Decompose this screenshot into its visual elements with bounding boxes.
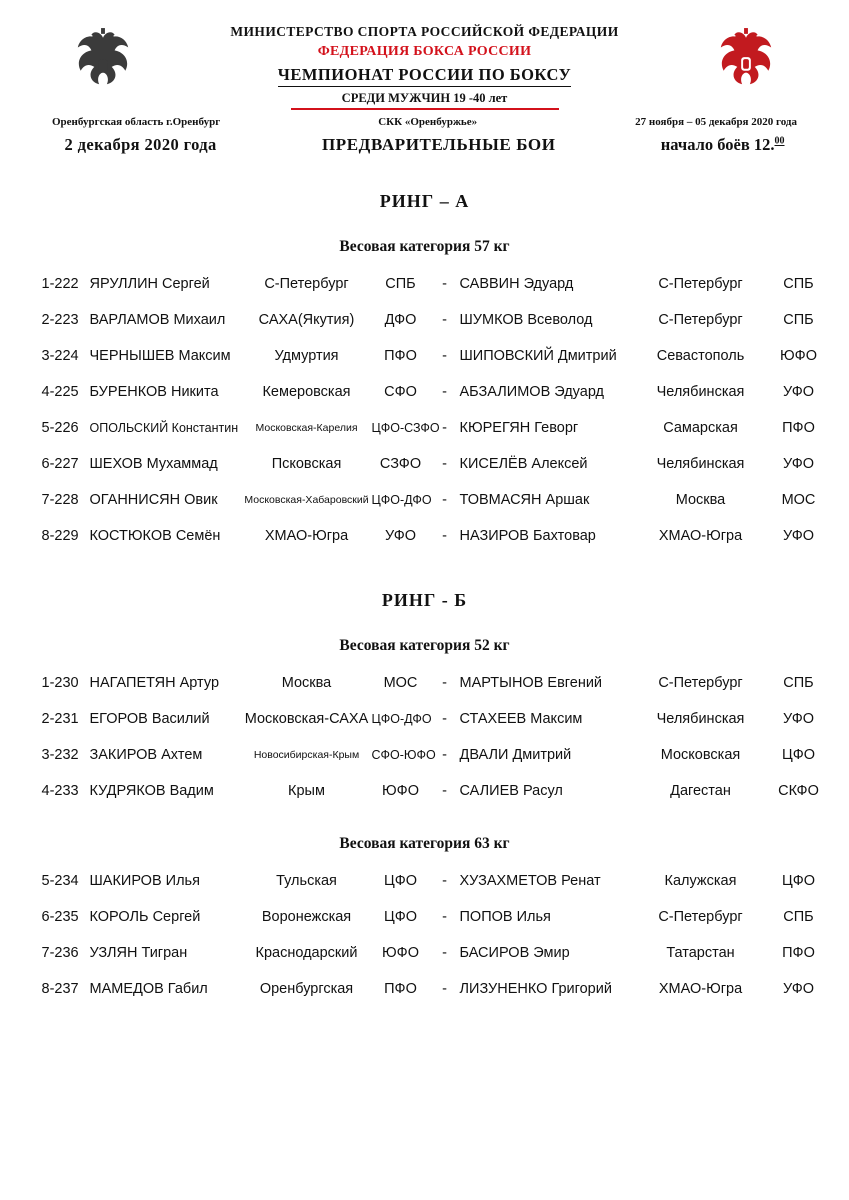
boxing-federation-emblem-icon (715, 26, 777, 96)
venue-location: Оренбургская область г.Оренбург (52, 116, 221, 129)
blue-corner-district: МОС (781, 492, 816, 509)
russia-coat-of-arms-icon (72, 26, 134, 96)
vs-dash: - (442, 528, 447, 545)
blue-corner-district: СПБ (783, 276, 814, 293)
red-corner-district: ЦФО (383, 909, 418, 926)
red-corner-name: МАМЕДОВ Габил (89, 981, 208, 998)
red-corner-name: ЗАКИРОВ Ахтем (89, 747, 203, 764)
vs-dash: - (442, 783, 447, 800)
blue-corner-region: С-Петербург (658, 276, 743, 293)
red-corner-region: Псковская (271, 456, 342, 473)
bout-number: 5-234 (41, 873, 79, 890)
vs-dash: - (442, 675, 447, 692)
start-time-superscript: 00 (774, 135, 785, 147)
blue-corner-region: Челябинская (656, 711, 745, 728)
bout-number: 3-224 (41, 348, 79, 365)
venue-row (52, 116, 797, 128)
blue-corner-district: УФО (782, 384, 815, 401)
blue-corner-region: С-Петербург (658, 675, 743, 692)
red-corner-name: БУРЕНКОВ Никита (89, 384, 219, 401)
red-corner-name: ОПОЛЬСКИЙ Константин (89, 421, 239, 436)
vs-dash: - (442, 312, 447, 329)
blue-corner-district: СПБ (783, 312, 814, 329)
blue-corner-district: СПБ (783, 909, 814, 926)
championship-title: ЧЕМПИОНАТ РОССИИ ПО БОКСУ (0, 65, 849, 87)
blue-corner-name: КИСЕЛЁВ Алексей (459, 456, 588, 473)
blue-corner-name: САЛИЕВ Расул (459, 783, 563, 800)
bout-number: 5-226 (41, 420, 79, 437)
bout-number: 4-225 (41, 384, 79, 401)
blue-corner-region: Московская (660, 747, 741, 764)
bout-row (40, 899, 814, 935)
blue-corner-region: Челябинская (656, 384, 745, 401)
red-corner-name: ЯРУЛЛИН Сергей (89, 276, 210, 293)
bout-row (40, 266, 814, 302)
blue-corner-region: С-Петербург (658, 909, 743, 926)
red-corner-district: СЗФО (379, 456, 422, 473)
red-corner-region: Московская-Хабаровский (244, 494, 369, 507)
red-corner-district: ЦФО (383, 873, 418, 890)
red-corner-name: КУДРЯКОВ Вадим (89, 783, 214, 800)
vs-dash: - (442, 747, 447, 764)
blue-corner-district: УФО (782, 981, 815, 998)
bout-number: 1-222 (41, 276, 79, 293)
vs-dash: - (442, 384, 447, 401)
ring-title: РИНГ - Б (381, 590, 468, 611)
blue-corner-name: ХУЗАХМЕТОВ Ренат (459, 873, 601, 890)
red-corner-district: СФО-ЮФО (371, 748, 436, 763)
vs-dash: - (442, 873, 447, 890)
blue-corner-name: АБЗАЛИМОВ Эдуард (459, 384, 605, 401)
event-dates: 27 ноября – 05 декабря 2020 года (635, 116, 797, 129)
bout-row (40, 863, 816, 899)
red-corner-district: ПФО (384, 348, 417, 365)
red-corner-district: УФО (384, 528, 417, 545)
blue-corner-name: КЮРЕГЯН Геворг (459, 420, 579, 437)
blue-corner-name: СТАХЕЕВ Максим (459, 711, 583, 728)
red-corner-region: ХМАО-Югра (264, 528, 349, 545)
vs-dash: - (442, 711, 447, 728)
red-corner-name: КОРОЛЬ Сергей (89, 909, 201, 926)
red-corner-region: Московская-Карелия (255, 422, 358, 435)
blue-corner-region: Севастополь (656, 348, 745, 365)
blue-corner-district: УФО (782, 711, 815, 728)
session-title: ПРЕДВАРИТЕЛЬНЫЕ БОИ (321, 135, 556, 155)
blue-corner-region: Татарстан (666, 945, 735, 962)
red-corner-region: Воронежская (261, 909, 352, 926)
red-corner-district: ЮФО (382, 783, 419, 800)
vs-dash: - (442, 348, 447, 365)
bout-number: 2-231 (41, 711, 79, 728)
bout-number: 3-232 (41, 747, 79, 764)
red-corner-name: ЧЕРНЫШЕВ Максим (89, 348, 231, 365)
blue-corner-name: НАЗИРОВ Бахтовар (459, 528, 596, 545)
bout-row (40, 665, 814, 701)
red-corner-district: ЦФО-ДФО (371, 493, 432, 508)
red-divider-rule (291, 108, 559, 110)
bout-row (40, 773, 819, 809)
red-corner-district: ЦФО-ДФО (371, 712, 432, 727)
weight-category-title: Весовая категория 57 кг (339, 238, 510, 256)
blue-corner-name: ТОВМАСЯН Аршак (459, 492, 590, 509)
red-corner-name: КОСТЮКОВ Семён (89, 528, 221, 545)
red-corner-region: Тульская (276, 873, 337, 890)
blue-corner-name: ДВАЛИ Дмитрий (459, 747, 572, 764)
bout-number: 8-229 (41, 528, 79, 545)
federation-title: ФЕДЕРАЦИЯ БОКСА РОССИИ (317, 44, 532, 59)
blue-corner-district: УФО (782, 456, 815, 473)
bout-row (40, 446, 815, 482)
red-corner-district: ЦФО-СЗФО (371, 421, 440, 436)
bout-row (40, 482, 816, 518)
age-category-subtitle: СРЕДИ МУЖЧИН 19 -40 лет (341, 91, 508, 105)
bout-number: 1-230 (41, 675, 79, 692)
blue-corner-name: ПОПОВ Илья (459, 909, 551, 926)
ring-title: РИНГ – А (379, 191, 470, 212)
blue-corner-region: ХМАО-Югра (658, 981, 743, 998)
bout-number: 4-233 (41, 783, 79, 800)
red-corner-region: Крым (288, 783, 325, 800)
blue-corner-district: ПФО (782, 945, 815, 962)
blue-corner-region: Дагестан (670, 783, 731, 800)
vs-dash: - (442, 981, 447, 998)
vs-dash: - (442, 492, 447, 509)
bout-number: 7-228 (41, 492, 79, 509)
bout-row (40, 971, 815, 1007)
vs-dash: - (442, 420, 447, 437)
red-corner-region: Москва (281, 675, 332, 692)
red-corner-district: СФО (384, 384, 417, 401)
vs-dash: - (442, 276, 447, 293)
session-row (65, 135, 785, 155)
red-corner-region: САХА(Якутия) (258, 312, 355, 329)
red-corner-region: Краснодарский (255, 945, 358, 962)
weight-category-title: Весовая категория 63 кг (339, 835, 510, 853)
weight-category-title: Весовая категория 52 кг (339, 637, 510, 655)
bout-row (40, 338, 817, 374)
red-corner-name: ОГАННИСЯН Овик (89, 492, 218, 509)
red-corner-region: Московская-САХА (244, 711, 369, 728)
blue-corner-name: САВВИН Эдуард (459, 276, 574, 293)
session-start-time: начало боёв 12.00 (660, 135, 785, 155)
blue-corner-district: ПФО (782, 420, 815, 437)
blue-corner-name: ШИПОВСКИЙ Дмитрий (459, 348, 617, 365)
bout-row (40, 302, 814, 338)
blue-corner-district: СКФО (778, 783, 819, 800)
vs-dash: - (442, 909, 447, 926)
blue-corner-district: ЦФО (781, 747, 816, 764)
red-corner-region: С-Петербург (264, 276, 349, 293)
bout-row (40, 374, 815, 410)
red-corner-name: ШАКИРОВ Илья (89, 873, 200, 890)
blue-corner-district: ЦФО (781, 873, 816, 890)
red-corner-region: Новосибирская-Крым (253, 749, 360, 762)
ministry-title: МИНИСТЕРСТВО СПОРТА РОССИЙСКОЙ ФЕДЕРАЦИИ (230, 24, 619, 39)
rings-container (40, 191, 819, 1007)
blue-corner-region: Челябинская (656, 456, 745, 473)
vs-dash: - (442, 945, 447, 962)
red-corner-district: ДФО (384, 312, 417, 329)
bout-row (40, 518, 815, 554)
venue-arena: СКК «Оренбуржье» (378, 116, 478, 129)
blue-corner-district: ЮФО (780, 348, 817, 365)
bout-number: 2-223 (41, 312, 79, 329)
red-corner-name: ВАРЛАМОВ Михаил (89, 312, 226, 329)
blue-corner-region: Москва (675, 492, 726, 509)
bout-row (40, 737, 816, 773)
red-corner-name: ШЕХОВ Мухаммад (89, 456, 218, 473)
bout-row (40, 935, 815, 971)
red-corner-name: УЗЛЯН Тигран (89, 945, 188, 962)
blue-corner-district: СПБ (783, 675, 814, 692)
bout-number: 6-227 (41, 456, 79, 473)
red-corner-region: Оренбургская (259, 981, 354, 998)
red-corner-district: МОС (383, 675, 418, 692)
red-corner-district: ПФО (384, 981, 417, 998)
vs-dash: - (442, 456, 447, 473)
blue-corner-region: Самарская (663, 420, 738, 437)
red-corner-district: ЮФО (382, 945, 419, 962)
blue-corner-name: ШУМКОВ Всеволод (459, 312, 593, 329)
bout-number: 8-237 (41, 981, 79, 998)
bout-number: 7-236 (41, 945, 79, 962)
red-corner-name: ЕГОРОВ Василий (89, 711, 210, 728)
bout-number: 6-235 (41, 909, 79, 926)
blue-corner-name: ЛИЗУНЕНКО Григорий (459, 981, 612, 998)
red-corner-name: НАГАПЕТЯН Артур (89, 675, 220, 692)
blue-corner-name: МАРТЫНОВ Евгений (459, 675, 603, 692)
blue-corner-district: УФО (782, 528, 815, 545)
red-corner-region: Удмуртия (274, 348, 339, 365)
blue-corner-region: ХМАО-Югра (658, 528, 743, 545)
document-header (0, 0, 849, 155)
red-corner-region: Кемеровская (262, 384, 351, 401)
bout-row (40, 410, 815, 446)
session-date: 2 декабря 2020 года (64, 135, 217, 155)
bout-row (40, 701, 815, 737)
blue-corner-name: БАСИРОВ Эмир (459, 945, 570, 962)
blue-corner-region: Калужская (664, 873, 737, 890)
red-corner-district: СПБ (385, 276, 416, 293)
blue-corner-region: С-Петербург (658, 312, 743, 329)
